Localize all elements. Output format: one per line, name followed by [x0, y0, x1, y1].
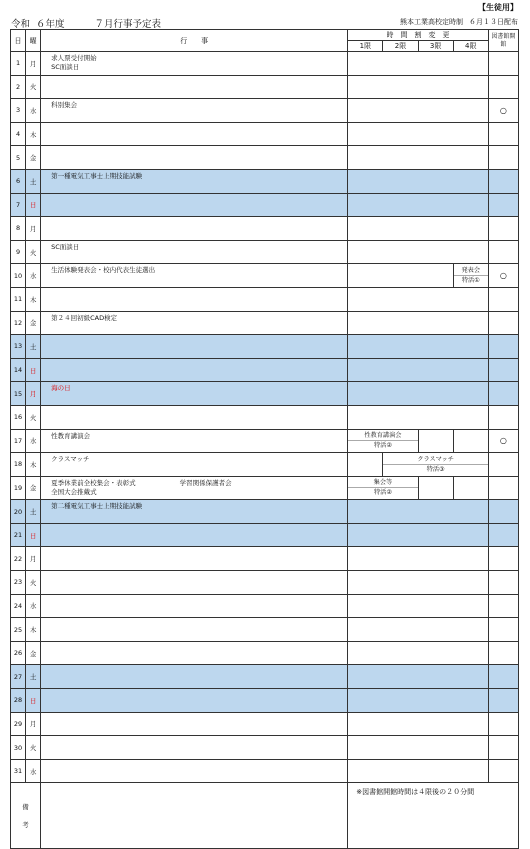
library-open-mark — [488, 500, 518, 524]
day-number: 4 — [11, 122, 26, 146]
remarks-body — [41, 783, 348, 849]
event-cell — [41, 547, 348, 571]
schedule-row — [11, 287, 519, 311]
library-open-mark: ○ — [488, 264, 518, 288]
document-title — [11, 16, 167, 30]
library-open-mark — [488, 665, 518, 689]
weekday: 水 — [26, 429, 41, 453]
weekday: 木 — [26, 618, 41, 642]
weekday: 土 — [26, 665, 41, 689]
period-2-header: 2限 — [383, 41, 418, 52]
event-cell — [41, 429, 348, 453]
remarks-label: 備 考 — [11, 783, 41, 849]
timetable-cell — [348, 382, 489, 406]
schedule-row — [11, 217, 519, 241]
weekday: 月 — [26, 712, 41, 736]
day-number: 14 — [11, 358, 26, 382]
library-open-mark — [488, 382, 518, 406]
event-cell — [41, 405, 348, 429]
day-number: 8 — [11, 217, 26, 241]
weekday: 金 — [26, 311, 41, 335]
schedule-row — [11, 641, 519, 665]
event-cell — [41, 712, 348, 736]
library-open-mark — [488, 311, 518, 335]
weekday: 火 — [26, 75, 41, 99]
events-header: 行 事 — [41, 30, 348, 52]
event-cell — [41, 193, 348, 217]
day-number: 31 — [11, 759, 26, 783]
library-open-mark — [488, 358, 518, 382]
weekday: 土 — [26, 335, 41, 359]
event-cell — [41, 594, 348, 618]
library-open-mark — [488, 594, 518, 618]
library-header: 図書館開館 — [488, 30, 518, 52]
day-number: 16 — [11, 405, 26, 429]
schedule-row — [11, 405, 519, 429]
schedule-row — [11, 193, 519, 217]
weekday: 月 — [26, 547, 41, 571]
schedule-row — [11, 523, 519, 547]
distribution-date: ６月１３日配布 — [469, 18, 518, 26]
schedule-row — [11, 594, 519, 618]
schedule-row — [11, 429, 519, 453]
day-number: 9 — [11, 240, 26, 264]
event-line: 性教育講演会 — [51, 431, 91, 440]
timetable-change: クラスマッチ 特活③ — [383, 453, 488, 477]
day-number: 6 — [11, 169, 26, 193]
month-title: ７月行事予定表 — [94, 19, 162, 30]
library-open-mark — [488, 641, 518, 665]
timetable-change: 発表会 特活① — [453, 264, 488, 288]
weekday: 水 — [26, 594, 41, 618]
day-number: 24 — [11, 594, 26, 618]
school-name: 熊本工業高校定時制 — [400, 18, 463, 26]
library-open-mark — [488, 169, 518, 193]
period-1-header: 1限 — [348, 41, 383, 52]
timetable-cell — [348, 169, 489, 193]
day-number: 29 — [11, 712, 26, 736]
timetable-cell — [348, 759, 489, 783]
schedule-row — [11, 146, 519, 170]
weekday: 水 — [26, 99, 41, 123]
timetable-cell — [348, 594, 489, 618]
event-cell — [41, 311, 348, 335]
weekday: 火 — [26, 405, 41, 429]
day-number: 22 — [11, 547, 26, 571]
timetable-cell — [348, 146, 489, 170]
day-number: 11 — [11, 287, 26, 311]
weekday: 日 — [26, 689, 41, 713]
weekday: 金 — [26, 476, 41, 500]
event-cell — [41, 146, 348, 170]
event-line: 全国大会推戴式 — [51, 487, 97, 496]
schedule-row — [11, 99, 519, 123]
weekday: 月 — [26, 52, 41, 76]
library-open-mark — [488, 618, 518, 642]
schedule-row — [11, 335, 519, 359]
day-number: 30 — [11, 736, 26, 760]
event-cell — [41, 689, 348, 713]
library-open-mark — [488, 453, 518, 477]
day-header: 日 — [11, 30, 26, 52]
library-open-mark — [488, 689, 518, 713]
schedule-row — [11, 689, 519, 713]
schedule-row — [11, 736, 519, 760]
event-line: SC面談日 — [51, 242, 80, 251]
schedule-row — [11, 52, 519, 76]
event-line: 海の日 — [51, 384, 71, 393]
day-number: 5 — [11, 146, 26, 170]
event-cell — [41, 358, 348, 382]
event-cell — [41, 618, 348, 642]
event-cell — [41, 217, 348, 241]
schedule-row — [11, 500, 519, 524]
library-open-mark — [488, 193, 518, 217]
day-number: 13 — [11, 335, 26, 359]
schedule-row — [11, 240, 519, 264]
schedule-row — [11, 264, 519, 288]
event-cell — [41, 736, 348, 760]
day-number: 23 — [11, 571, 26, 595]
event-line: 第２４回初級CAD検定 — [51, 313, 118, 322]
library-hours-note: ※図書館開館時間は４限後の２０分間 — [348, 783, 519, 849]
weekday: 火 — [26, 736, 41, 760]
day-number: 12 — [11, 311, 26, 335]
library-open-mark — [488, 547, 518, 571]
day-number: 3 — [11, 99, 26, 123]
day-number: 21 — [11, 523, 26, 547]
timetable-cell — [348, 689, 489, 713]
era-label: 令和 — [11, 19, 31, 30]
schedule-row — [11, 547, 519, 571]
timetable-cell — [348, 122, 489, 146]
timetable-cell — [348, 523, 489, 547]
timetable-cell — [348, 571, 489, 595]
library-open-mark: ○ — [488, 99, 518, 123]
timetable-cell — [348, 240, 489, 264]
header-meta — [394, 17, 518, 27]
weekday: 水 — [26, 264, 41, 288]
weekday: 火 — [26, 571, 41, 595]
weekday: 日 — [26, 193, 41, 217]
timetable-cell — [348, 193, 489, 217]
event-cell — [41, 476, 348, 500]
event-cell — [41, 264, 348, 288]
library-open-mark — [488, 712, 518, 736]
library-open-mark — [488, 287, 518, 311]
timetable-cell — [348, 665, 489, 689]
weekday: 木 — [26, 453, 41, 477]
event-line: 夏季休業前全校集会・表彰式 — [51, 478, 136, 487]
event-cell — [41, 52, 348, 76]
fiscal-year: ６年度 — [36, 19, 65, 30]
event-line: 生活体験発表会・校内代表生徒選出 — [51, 266, 156, 275]
weekday-header: 曜 — [26, 30, 41, 52]
event-cell — [41, 665, 348, 689]
weekday: 月 — [26, 217, 41, 241]
schedule-row — [11, 75, 519, 99]
weekday: 金 — [26, 146, 41, 170]
day-number: 18 — [11, 453, 26, 477]
event-line: SC面談日 — [51, 63, 80, 71]
schedule-row — [11, 712, 519, 736]
schedule-table — [10, 29, 519, 849]
event-cell — [41, 169, 348, 193]
event-cell — [41, 335, 348, 359]
timetable-cell — [348, 405, 489, 429]
schedule-row — [11, 122, 519, 146]
library-open-mark — [488, 240, 518, 264]
timetable-cell — [348, 287, 489, 311]
library-open-mark — [488, 335, 518, 359]
day-number: 19 — [11, 476, 26, 500]
event-line: クラスマッチ — [51, 455, 90, 464]
day-number: 28 — [11, 689, 26, 713]
student-edition-badge: 【生徒用】 — [478, 3, 518, 12]
day-number: 20 — [11, 500, 26, 524]
event-cell — [41, 122, 348, 146]
day-number: 27 — [11, 665, 26, 689]
timetable-change: 集会等 特活② — [348, 476, 418, 500]
schedule-row — [11, 759, 519, 783]
event-line: 第一種電気工事士上期技能試験 — [51, 171, 143, 180]
event-line: 求人票受付開始 — [51, 54, 97, 62]
day-number: 15 — [11, 382, 26, 406]
day-number: 26 — [11, 641, 26, 665]
library-open-mark — [488, 146, 518, 170]
schedule-row — [11, 311, 519, 335]
schedule-row — [11, 382, 519, 406]
schedule-row — [11, 618, 519, 642]
schedule-row — [11, 665, 519, 689]
schedule-row — [11, 571, 519, 595]
timetable-cell — [348, 311, 489, 335]
schedule-row — [11, 358, 519, 382]
event-cell — [41, 382, 348, 406]
library-open-mark — [488, 75, 518, 99]
weekday: 土 — [26, 169, 41, 193]
day-number: 2 — [11, 75, 26, 99]
weekday: 土 — [26, 500, 41, 524]
period-3-header: 3限 — [418, 41, 453, 52]
timetable-cell — [348, 641, 489, 665]
library-open-mark: ○ — [488, 429, 518, 453]
schedule-row — [11, 476, 519, 500]
timetable-cell — [348, 547, 489, 571]
weekday: 月 — [26, 382, 41, 406]
library-open-mark — [488, 759, 518, 783]
weekday: 日 — [26, 523, 41, 547]
event-cell — [41, 500, 348, 524]
library-open-mark — [488, 523, 518, 547]
timetable-cell — [348, 99, 489, 123]
event-cell — [41, 759, 348, 783]
library-open-mark — [488, 736, 518, 760]
library-open-mark — [488, 52, 518, 76]
timetable-cell — [348, 335, 489, 359]
day-number: 10 — [11, 264, 26, 288]
day-number: 7 — [11, 193, 26, 217]
library-open-mark — [488, 405, 518, 429]
event-cell — [41, 453, 348, 477]
weekday: 日 — [26, 358, 41, 382]
event-line: 科別集会 — [51, 101, 78, 110]
timetable-cell — [348, 75, 489, 99]
weekday: 木 — [26, 122, 41, 146]
schedule-row — [11, 169, 519, 193]
event-cell — [41, 99, 348, 123]
timetable-change-header: 時 間 割 変 更 — [348, 30, 489, 41]
event-cell — [41, 75, 348, 99]
timetable-cell — [348, 52, 489, 76]
timetable-cell — [348, 217, 489, 241]
event-line: 第二種電気工事士上期技能試験 — [51, 502, 143, 511]
day-number: 17 — [11, 429, 26, 453]
event-cell — [41, 240, 348, 264]
library-open-mark — [488, 476, 518, 500]
day-number: 25 — [11, 618, 26, 642]
period-4-header: 4限 — [453, 41, 488, 52]
timetable-cell — [348, 736, 489, 760]
library-open-mark — [488, 571, 518, 595]
timetable-cell — [348, 618, 489, 642]
weekday: 木 — [26, 287, 41, 311]
library-open-mark — [488, 122, 518, 146]
day-number: 1 — [11, 52, 26, 76]
event-cell — [41, 641, 348, 665]
weekday: 火 — [26, 240, 41, 264]
event-cell — [41, 287, 348, 311]
timetable-change: 性教育講演会 特活② — [348, 429, 418, 453]
timetable-cell — [348, 358, 489, 382]
event-cell — [41, 571, 348, 595]
event-cell — [41, 523, 348, 547]
library-open-mark — [488, 217, 518, 241]
schedule-row — [11, 453, 519, 477]
event-line: 学習関係保護者会 — [179, 478, 232, 487]
timetable-cell — [348, 712, 489, 736]
timetable-cell — [348, 500, 489, 524]
weekday: 水 — [26, 759, 41, 783]
weekday: 金 — [26, 641, 41, 665]
